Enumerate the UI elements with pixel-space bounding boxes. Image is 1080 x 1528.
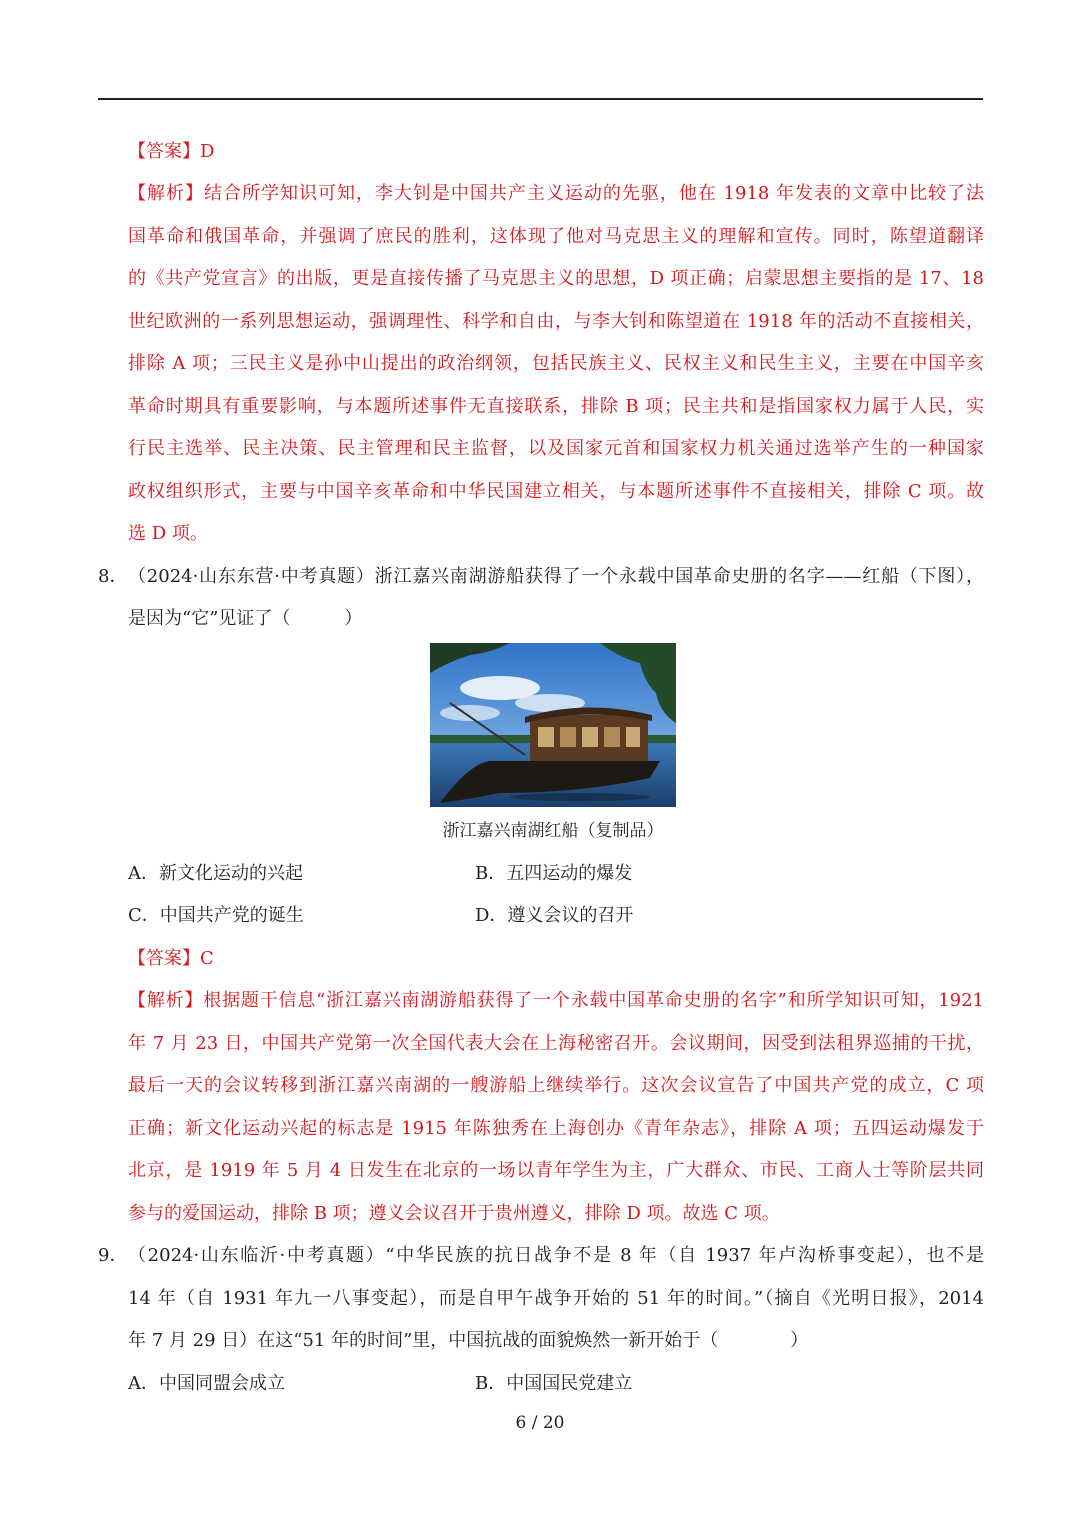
q8-analysis-line: 年 7 月 23 日，中国共产党第一次全国代表大会在上海秘密召开。会议期间，因受到法租界巡捕的干扰， <box>128 1033 984 1054</box>
answer-label: 【答案】 <box>128 141 200 162</box>
page-number: 6 / 20 <box>515 1413 565 1433</box>
q8-option-a: A．新文化运动的兴起 <box>128 863 303 884</box>
header-rule <box>98 98 983 100</box>
q7-analysis-line: 革命时期具有重要影响，与本题所述事件无直接联系，排除 B 项；民主共和是指国家权力属于人民，实 <box>128 396 984 417</box>
q7-analysis-line: 的《共产党宣言》的出版，更是直接传播了马克思主义的思想，D 项正确；启蒙思想主要指的是 17、18 <box>128 268 984 289</box>
image-caption: 浙江嘉兴南湖红船（复制品） <box>442 821 664 841</box>
q8-analysis-line: 【解析】根据题干信息“浙江嘉兴南湖游船获得了一个永载中国革命史册的名字”和所学知识可知，1921 <box>128 990 985 1011</box>
red-boat-photo <box>430 643 676 807</box>
analysis-label: 【解析】 <box>128 183 204 204</box>
q8-answer <box>128 948 984 970</box>
answer-value: D <box>200 141 215 162</box>
q7-analysis-line: 世纪欧洲的一系列思想运动，强调理性、科学和自由，与李大钊和陈望道在 1918 年的活动不直接相关， <box>128 311 984 332</box>
q8-analysis-line: 北京，是 1919 年 5 月 4 日发生在北京的一场以青年学生为主，广大群众、市民、工商人士等阶层共同 <box>128 1160 984 1181</box>
q7-answer <box>128 141 984 163</box>
answer-value: C <box>200 948 214 969</box>
answer-label: 【答案】 <box>128 948 200 969</box>
q7-analysis-line: 行民主选举、民主决策、民主管理和民主监督，以及国家元首和国家权力机关通过选举产生的一种国家 <box>128 438 984 459</box>
q8-number: 8． <box>98 566 128 587</box>
q7-analysis-line: 【解析】结合所学知识可知，李大钊是中国共产主义运动的先驱，他在 1918 年发表的文章中比较了法 <box>128 183 985 204</box>
q9-option-b: B．中国国民党建立 <box>475 1373 633 1394</box>
q9-number: 9． <box>98 1245 128 1266</box>
q7-analysis-line: 选 D 项。 <box>128 523 208 544</box>
q8-analysis-line: 正确；新文化运动兴起的标志是 1915 年陈独秀在上海创办《青年杂志》，排除 A 项；五四运动爆发于 <box>128 1118 984 1139</box>
q9-stem-line: （2024·山东临沂·中考真题）“中华民族的抗日战争不是 8 年（自 1937 年卢沟桥事变起），也不是 <box>128 1245 984 1266</box>
q8-stem-line: 是因为“它”见证了（ ） <box>128 608 363 629</box>
q7-analysis-line: 国革命和俄国革命，并强调了庶民的胜利，这体现了他对马克思主义的理解和宣传。同时，陈望道翻译 <box>128 226 984 247</box>
q8-analysis-line: 最后一天的会议转移到浙江嘉兴南湖的一艘游船上继续举行。这次会议宣告了中国共产党的成立，C 项 <box>128 1075 984 1096</box>
q9-stem-line: 14 年（自 1931 年九一八事变起），而是自甲午战争开始的 51 年的时间。”（摘自《光明日报》，2014 <box>128 1288 984 1309</box>
analysis-label: 【解析】 <box>128 990 204 1011</box>
q9-option-a: A．中国同盟会成立 <box>128 1373 285 1394</box>
q7-analysis-line: 政权组织形式，主要与中国辛亥革命和中华民国建立相关，与本题所述事件不直接相关，排除 C 项。故 <box>128 481 984 502</box>
q8-stem-line: （2024·山东东营·中考真题）浙江嘉兴南湖游船获得了一个永载中国革命史册的名字——红船（下图）， <box>128 566 984 587</box>
q7-analysis-line: 排除 A 项；三民主义是孙中山提出的政治纲领，包括民族主义、民权主义和民生主义，主要在中国辛亥 <box>128 353 984 374</box>
q8-analysis-line: 参与的爱国运动，排除 B 项；遵义会议召开于贵州遵义，排除 D 项。故选 C 项。 <box>128 1203 780 1224</box>
q8-option-d: D．遵义会议的召开 <box>475 905 634 926</box>
q9-stem-line: 年 7 月 29 日）在这“51 年的时间”里，中国抗战的面貌焕然一新开始于（ ） <box>128 1330 809 1351</box>
q8-option-b: B．五四运动的爆发 <box>475 863 633 884</box>
q8-option-c: C．中国共产党的诞生 <box>128 905 304 926</box>
